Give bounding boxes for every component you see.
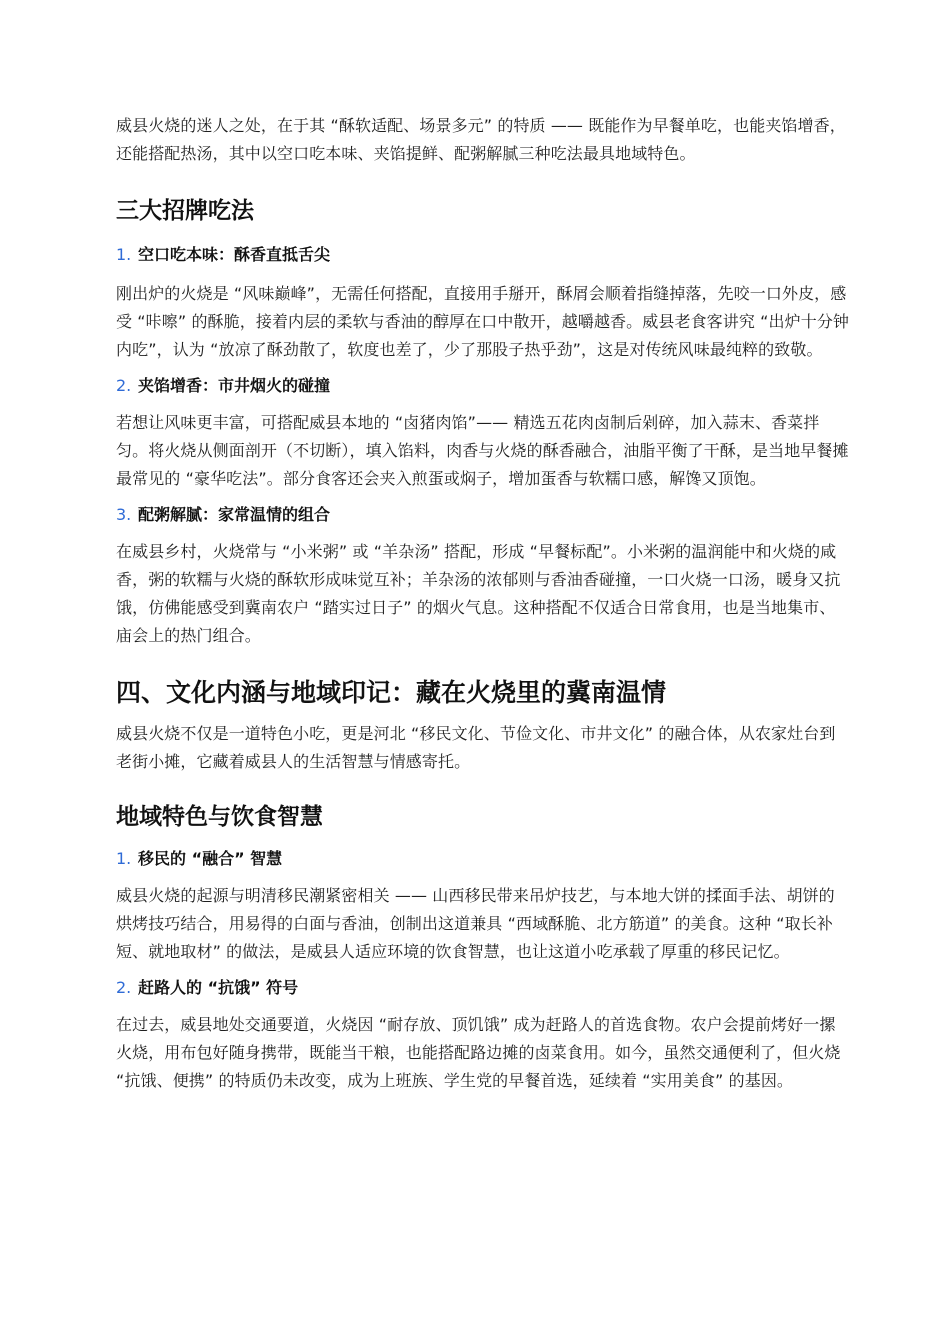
- intro-paragraph: 威县火烧的迷人之处，在于其 “酥软适配、场景多元” 的特质 —— 既能作为早餐单吃，也能夹馅增香，还能搭配热汤，其中以空口吃本味、夹馅提鲜、配粥解腻三种吃法最具地域特色。: [116, 116, 846, 163]
- section-heading-region: 地域特色与饮食智慧: [116, 804, 323, 830]
- section-heading-methods: 三大招牌吃法: [116, 198, 254, 224]
- list-item-heading: [116, 373, 850, 399]
- list-item-title: 夹馅增香：市井烟火的碰撞: [138, 376, 331, 395]
- list-item-heading: [116, 242, 850, 268]
- list-item-title: 移民的 “融合” 智慧: [138, 849, 283, 868]
- list-item-title: 配粥解腻：家常温情的组合: [138, 505, 331, 524]
- list-item-number: 2.: [116, 978, 132, 997]
- list-item-body: 威县火烧的起源与明清移民潮紧密相关 —— 山西移民带来吊炉技艺，与本地大饼的揉面手法、胡饼的烘烤技巧结合，用易得的白面与香油，创制出这道兼具 “西域酥脆、北方筋道” 的美食。这种 “取长补短、就地取材” 的做法，是威县人适应环境的饮食智慧，也让这道小吃承载了厚重的移民记忆。: [116, 886, 835, 961]
- list-item-body: 刚出炉的火烧是 “风味巅峰”，无需任何搭配，直接用手掰开，酥屑会顺着指缝掉落，先咬一口外皮，感受 “咔嚓” 的酥脆，接着内层的柔软与香油的醇厚在口中散开，越嚼越香。威县老食客讲究 “出炉十分钟内吃”，认为 “放凉了酥劲散了，软度也差了，少了那股子热乎劲”，这是对传统风味最纯粹的致敬。: [116, 284, 850, 359]
- list-item-title: 赶路人的 “抗饿” 符号: [138, 978, 299, 997]
- list-item-heading: [116, 846, 850, 872]
- list-item-heading: [116, 502, 850, 528]
- list-item-body: 在威县乡村，火烧常与 “小米粥” 或 “羊杂汤” 搭配，形成 “早餐标配”。小米粥的温润能中和火烧的咸香，粥的软糯与火烧的酥软形成味觉互补；羊杂汤的浓郁则与香油香碰撞，一口火烧一口汤，暖身又抗饿，仿佛能感受到冀南农户 “踏实过日子” 的烟火气息。这种搭配不仅适合日常食用，也是当地集市、庙会上的热门组合。: [116, 542, 841, 645]
- list-item-number: 2.: [116, 376, 132, 395]
- section-heading-culture: 四、文化内涵与地域印记：藏在火烧里的冀南温情: [116, 678, 667, 707]
- list-item-number: 3.: [116, 505, 132, 524]
- list-item-heading: [116, 975, 850, 1001]
- list-item-body: 在过去，威县地处交通要道，火烧因 “耐存放、顶饥饿” 成为赶路人的首选食物。农户会提前烤好一摞火烧，用布包好随身携带，既能当干粮，也能搭配路边摊的卤菜食用。如今，虽然交通便利了，但火烧 “抗饿、便携” 的特质仍未改变，成为上班族、学生党的早餐首选，延续着 “实用美食” 的基因。: [116, 1015, 841, 1090]
- culture-paragraph: 威县火烧不仅是一道特色小吃，更是河北 “移民文化、节俭文化、市井文化” 的融合体，从农家灶台到老街小摊，它藏着威县人的生活智慧与情感寄托。: [116, 724, 836, 771]
- list-item-number: 1.: [116, 849, 132, 868]
- list-item-body: 若想让风味更丰富，可搭配威县本地的 “卤猪肉馅”—— 精选五花肉卤制后剁碎，加入蒜末、香菜拌匀。将火烧从侧面剖开（不切断），填入馅料，肉香与火烧的酥香融合，油脂平衡了干酥，是当地早餐摊最常见的 “豪华吃法”。部分食客还会夹入煎蛋或焖子，增加蛋香与软糯口感，解馋又顶饱。: [116, 413, 849, 488]
- list-item-number: 1.: [116, 245, 132, 264]
- list-item-title: 空口吃本味：酥香直抵舌尖: [138, 245, 331, 264]
